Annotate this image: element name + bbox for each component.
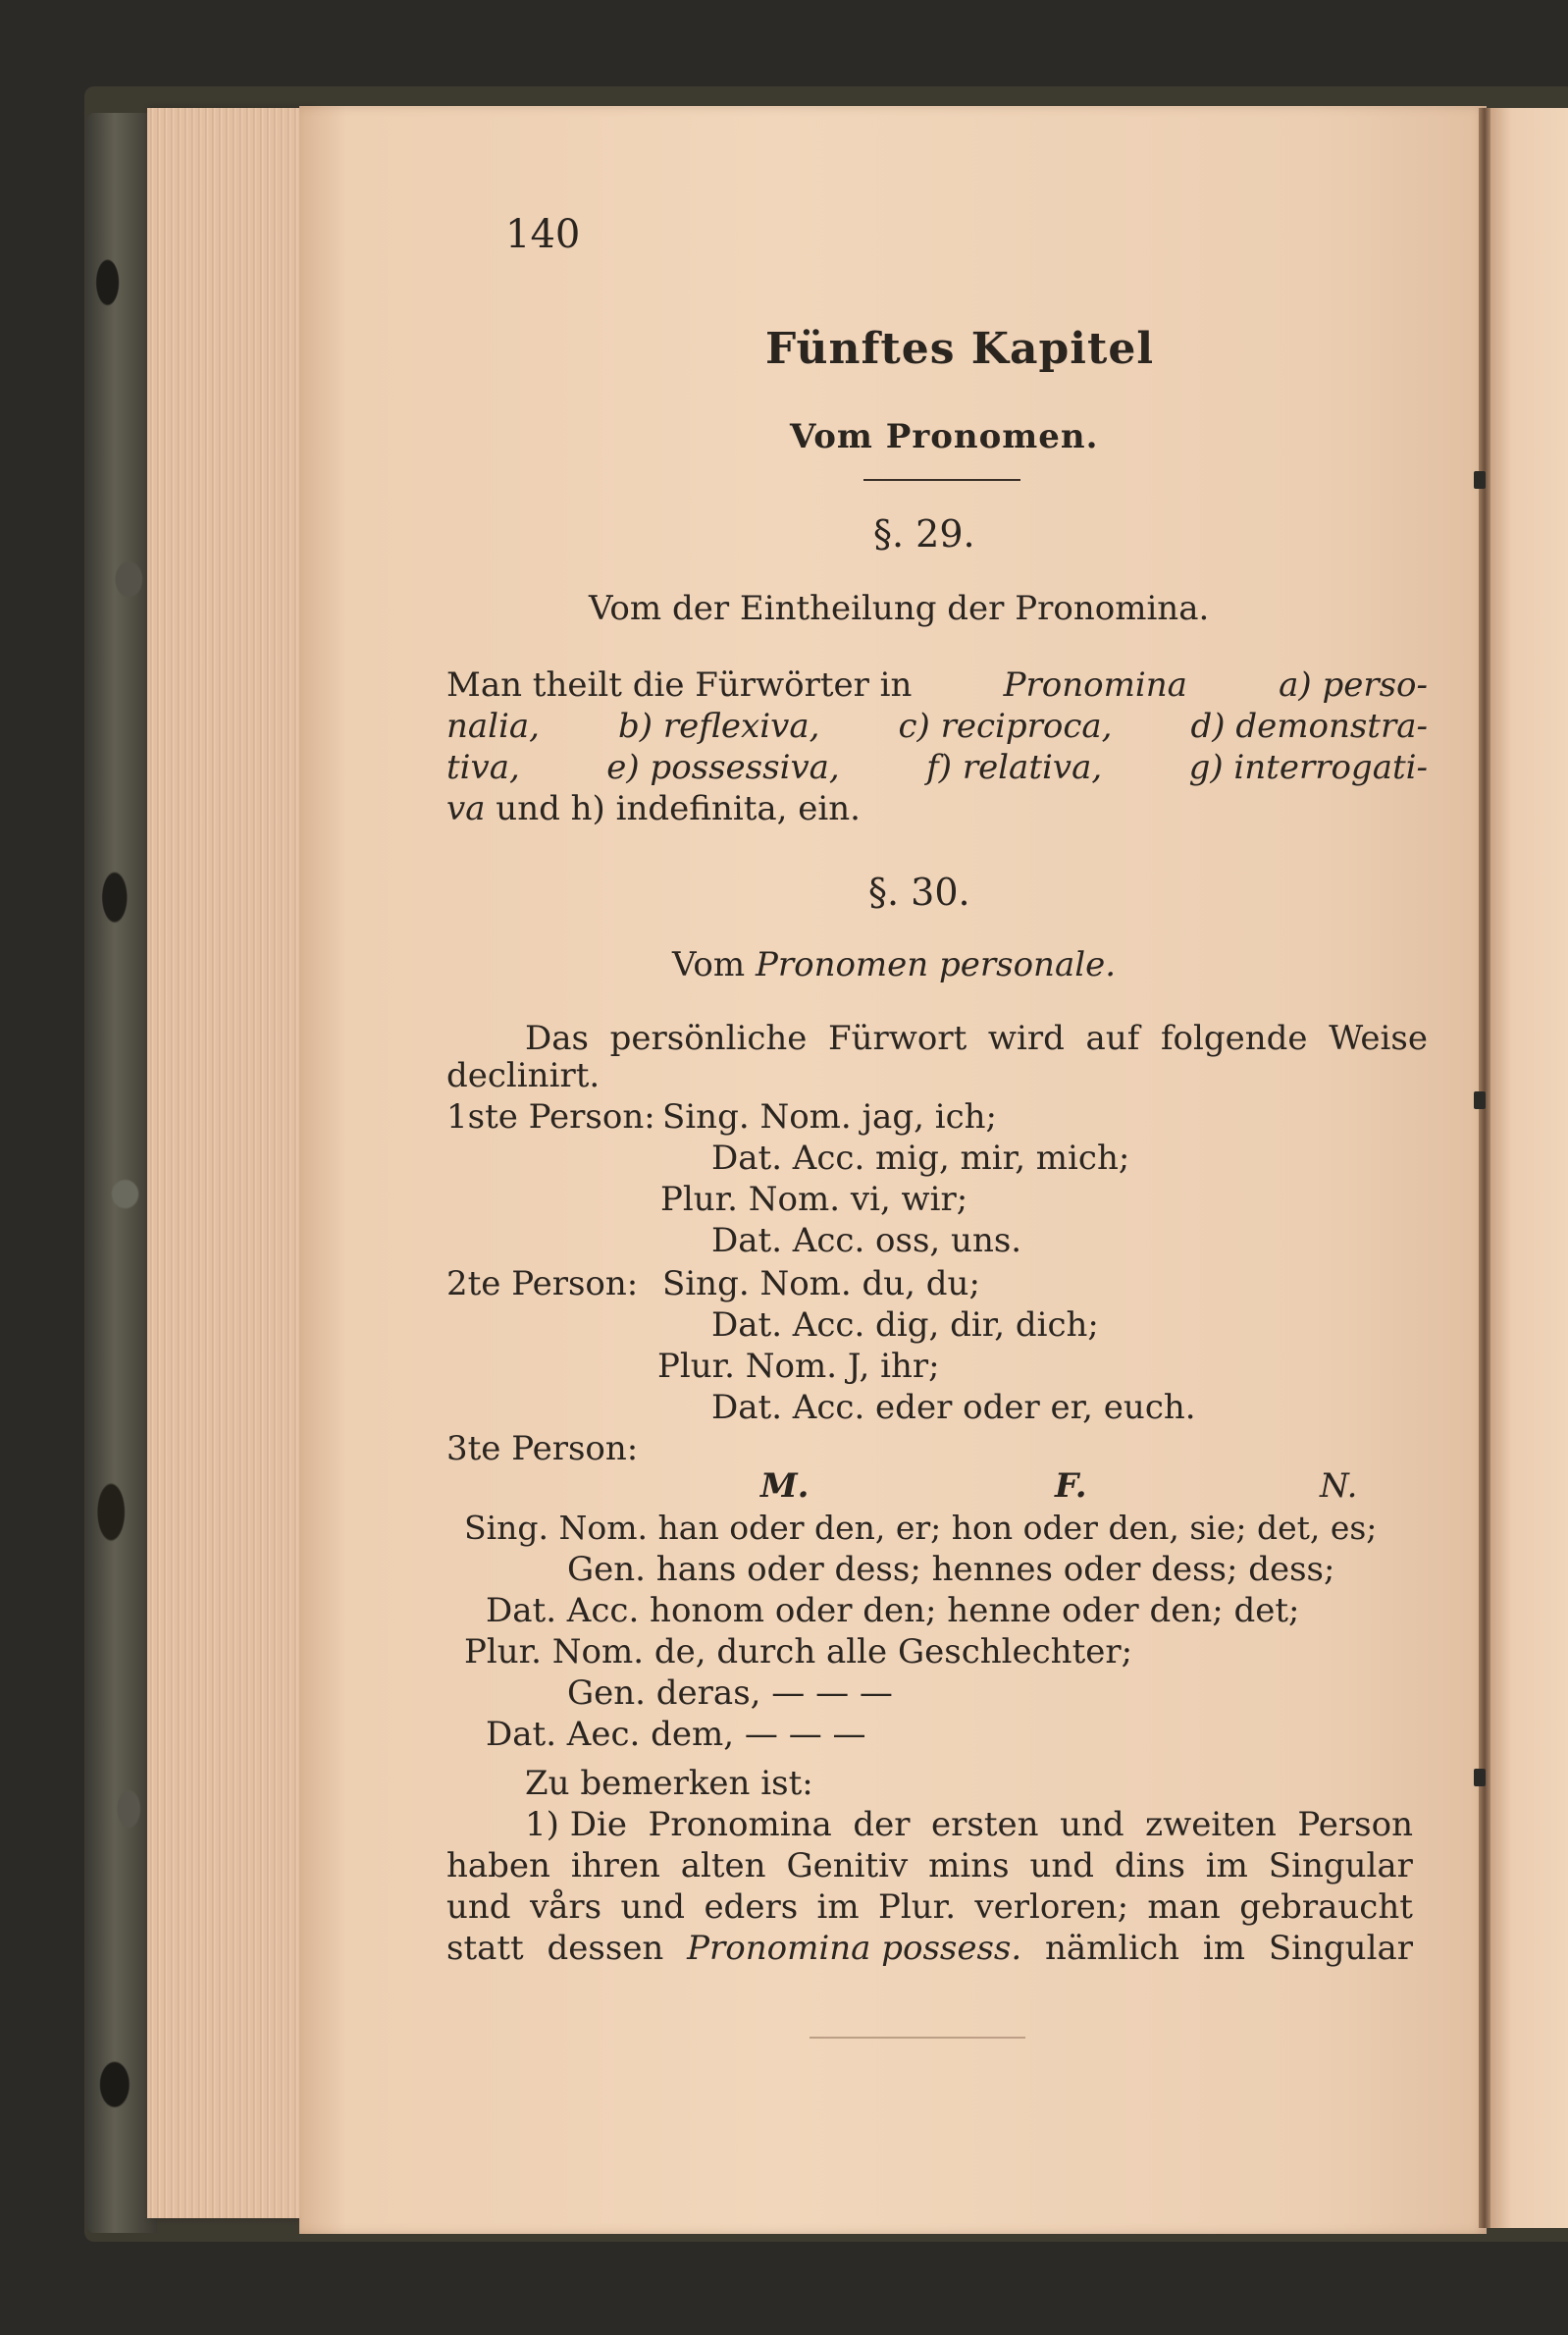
gender-masculine: M. xyxy=(760,1466,810,1506)
word: Weise xyxy=(1329,1019,1428,1058)
text-run: e) possessiva, xyxy=(606,748,840,787)
word: im xyxy=(1202,1929,1246,1968)
text-run: c) reciproca, xyxy=(898,707,1113,746)
word: eders xyxy=(704,1887,799,1927)
declension-line: Sing. Nom. han oder den, er; hon oder den, sie; det, es; xyxy=(464,1509,1378,1547)
person-3-label: 3te Person: xyxy=(446,1429,639,1468)
page-number: 140 xyxy=(505,212,581,257)
text-run: Pronomina xyxy=(1003,665,1187,705)
word: und xyxy=(620,1887,686,1927)
chapter-title: Fünftes Kapitel xyxy=(765,324,1155,374)
word: verloren; xyxy=(974,1887,1129,1927)
word: vårs xyxy=(529,1887,602,1927)
declension-line: Dat. Acc. eder oder er, euch. xyxy=(711,1388,1196,1427)
word: Person xyxy=(1297,1805,1413,1844)
heading-divider xyxy=(863,479,1020,481)
sec29-line-3 xyxy=(446,748,1428,787)
word: dins xyxy=(1114,1846,1185,1885)
bottom-smudge-line xyxy=(810,2037,1025,2039)
gender-neuter: N. xyxy=(1320,1466,1358,1506)
sec29-line-4 xyxy=(446,789,861,828)
binding-thread xyxy=(1474,1091,1486,1109)
word: nämlich xyxy=(1044,1929,1180,1968)
word: Singular xyxy=(1268,1846,1413,1885)
heading-italic: Pronomen personale. xyxy=(755,945,1117,984)
word: folgende xyxy=(1160,1019,1308,1058)
person-1-label: 1ste Person: xyxy=(446,1097,655,1137)
word: ersten xyxy=(931,1805,1039,1844)
word: Das xyxy=(525,1019,589,1058)
declension-line: Gen. hans oder dess; hennes oder dess; dess; xyxy=(567,1550,1335,1589)
heading-prefix: Vom xyxy=(672,945,746,984)
remark-heading: Zu bemerken ist: xyxy=(525,1764,813,1803)
word: und xyxy=(1029,1846,1095,1885)
word: Pronomina possess. xyxy=(687,1929,1022,1968)
text-run: g) interrogati- xyxy=(1188,748,1428,787)
declension-line: Sing. Nom. jag, ich; xyxy=(662,1097,997,1137)
word: mins xyxy=(928,1846,1010,1885)
text-run: nalia, xyxy=(446,707,540,746)
declension-line: Dat. Acc. oss, uns. xyxy=(711,1221,1022,1260)
declension-line: Dat. Acc. mig, mir, mich; xyxy=(711,1139,1130,1178)
word: Genitiv xyxy=(786,1846,909,1885)
word: Pronomina xyxy=(648,1805,832,1844)
word: Fürwort xyxy=(828,1019,967,1058)
remark-line-2 xyxy=(446,1846,1413,1885)
declension-line: Plur. Nom. vi, wir; xyxy=(660,1180,968,1219)
binding-thread xyxy=(1474,1769,1486,1786)
text-run: und h) indefinita, ein. xyxy=(496,789,861,828)
declension-line: Gen. deras, — — — xyxy=(567,1673,893,1713)
gender-feminine: F. xyxy=(1055,1466,1087,1506)
text-run: va xyxy=(446,789,486,828)
declension-line: Plur. Nom. J, ihr; xyxy=(657,1347,940,1386)
text-run: Man theilt die Fürwörter in xyxy=(446,665,913,705)
text-run: f) relativa, xyxy=(926,748,1103,787)
facing-page xyxy=(1488,108,1568,2228)
section-29-mark: §. 29. xyxy=(873,512,975,556)
section-29-heading: Vom der Eintheilung der Pronomina. xyxy=(589,589,1210,628)
word: und xyxy=(1060,1805,1124,1844)
declension-line: Plur. Nom. de, durch alle Geschlechter; xyxy=(464,1632,1133,1672)
word: Singular xyxy=(1268,1929,1413,1968)
sec29-line-2 xyxy=(446,707,1428,746)
word: ihren xyxy=(570,1846,660,1885)
binding-thread xyxy=(1474,471,1486,489)
word: gebraucht xyxy=(1239,1887,1413,1927)
remark-line-3 xyxy=(446,1887,1413,1927)
person-2-label: 2te Person: xyxy=(446,1264,639,1303)
word: haben xyxy=(446,1846,550,1885)
text-run: d) demonstra- xyxy=(1190,707,1428,746)
word: alten xyxy=(680,1846,766,1885)
sec29-line-1 xyxy=(446,665,1428,705)
word: dessen xyxy=(547,1929,664,1968)
section-30-heading xyxy=(672,945,1116,984)
text-run: b) reflexiva, xyxy=(618,707,820,746)
word: persönliche xyxy=(609,1019,808,1058)
page-gutter xyxy=(1479,108,1490,2228)
intro-line-1 xyxy=(525,1019,1428,1058)
word: man xyxy=(1147,1887,1221,1927)
declension-line: Dat. Acc. honom oder den; henne oder den; det; xyxy=(486,1591,1300,1630)
word: im xyxy=(816,1887,860,1927)
page-stack-edges xyxy=(147,108,314,2218)
word: 1) Die xyxy=(525,1805,627,1844)
word: statt xyxy=(446,1929,524,1968)
word: im xyxy=(1205,1846,1248,1885)
text-run: tiva, xyxy=(446,748,520,787)
text-run: a) perso- xyxy=(1279,665,1428,705)
declension-line: Dat. Aec. dem, — — — xyxy=(486,1715,866,1754)
remark-line-4 xyxy=(446,1929,1413,1968)
remark-line-1 xyxy=(525,1805,1413,1844)
declension-line: Dat. Acc. dig, dir, dich; xyxy=(711,1305,1099,1345)
declension-line: Sing. Nom. du, du; xyxy=(662,1264,980,1303)
section-30-mark: §. 30. xyxy=(868,871,970,914)
word: wird xyxy=(987,1019,1065,1058)
word: auf xyxy=(1085,1019,1140,1058)
chapter-subtitle: Vom Pronomen. xyxy=(790,417,1099,456)
intro-line-2: declinirt. xyxy=(446,1056,601,1095)
word: der xyxy=(853,1805,911,1844)
word: zweiten xyxy=(1145,1805,1277,1844)
word: Plur. xyxy=(878,1887,957,1927)
word: und xyxy=(446,1887,511,1927)
